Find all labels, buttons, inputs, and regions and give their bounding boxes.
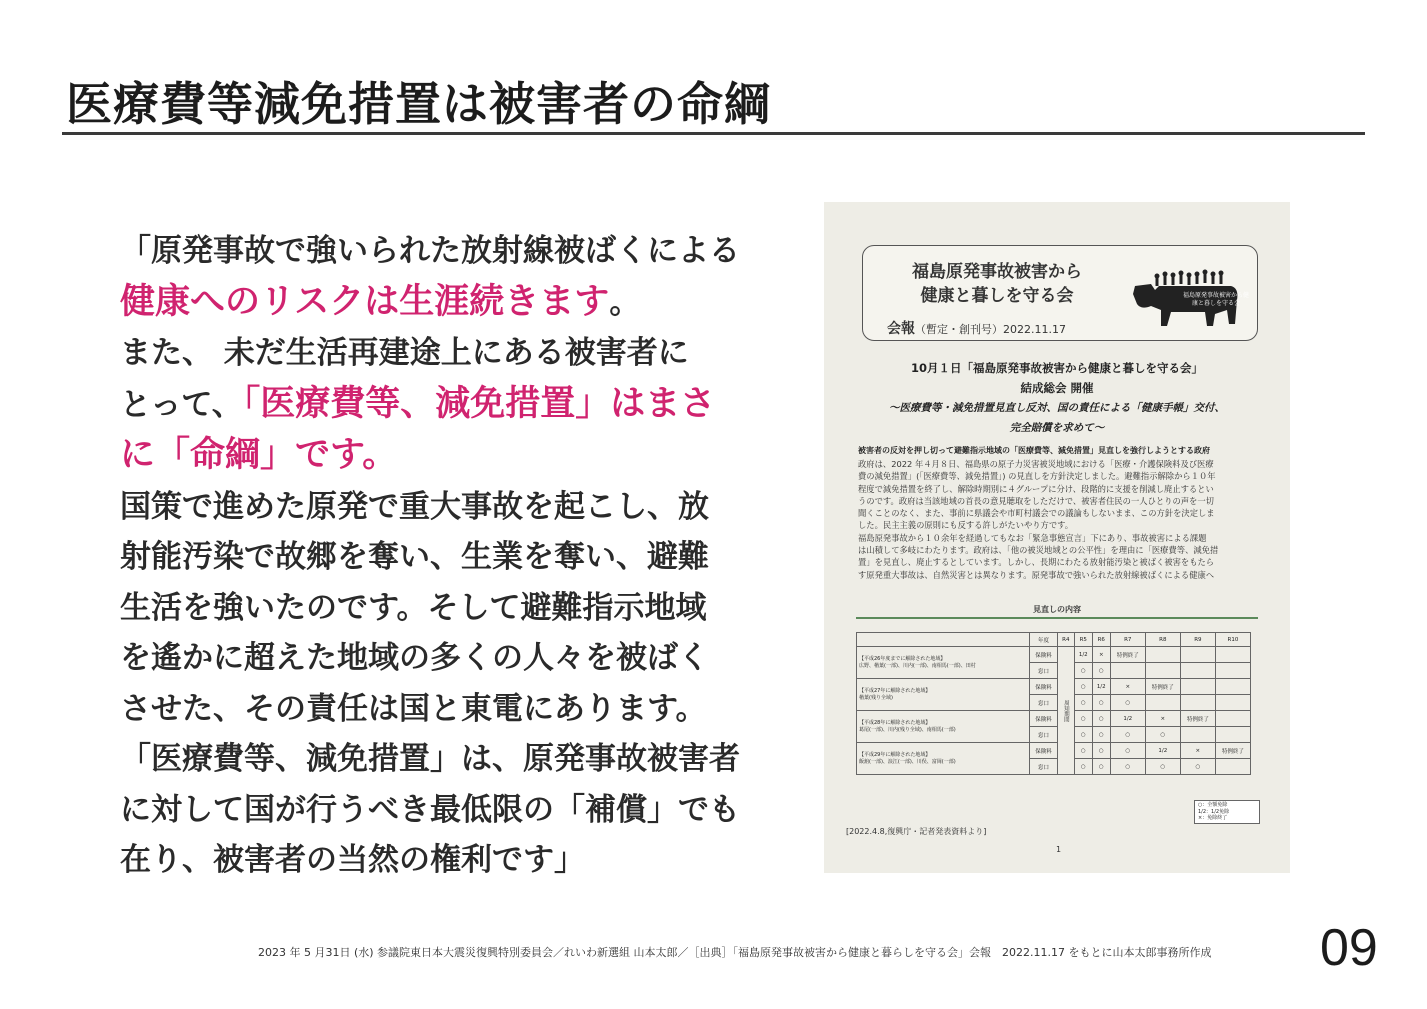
para-line: す原発重大事故は、自然災害とは異なります。原発事故で強いられた放射線被ばくによる健康へ	[858, 569, 1215, 580]
table-cell: 特例終了	[1180, 711, 1215, 727]
row-label-cell: 窓口	[1030, 727, 1058, 743]
cow-logo-label: 福島原発事故被害から健康と暮しを守る会	[1182, 292, 1249, 307]
newsletter-header-box	[862, 245, 1258, 341]
subhead-1: ～医療費等・減免措置見直し反対、国の責任による「健康手帳」交付、	[889, 402, 1225, 414]
table-cell: ×	[1110, 679, 1145, 695]
revision-table	[856, 632, 1251, 775]
row-label-cell: 保険料	[1030, 647, 1058, 663]
table-cell	[1215, 647, 1250, 663]
body-line-11: 「医療費等、減免措置」は、原発事故被害者	[120, 741, 740, 777]
table-row	[857, 647, 1251, 663]
body-line-5	[120, 430, 730, 482]
org-line-1: 福島原発事故被害から	[912, 262, 1082, 282]
table-cell	[1215, 727, 1250, 743]
table-area-cell	[857, 743, 1030, 775]
para-line: 費の減免措置」(「医療費等、減免措置」) の見直しを方針決定しました。避難指示解除から１０年	[858, 471, 1216, 482]
table-cell: ○	[1074, 695, 1092, 711]
table-cell: ○	[1092, 711, 1110, 727]
page-number: 09	[1320, 919, 1378, 977]
table-header-cell: R8	[1145, 633, 1180, 647]
area-title: 【平成26年度までに解除された地域】	[859, 655, 946, 662]
table-cell	[1180, 695, 1215, 711]
row-label-cell: 窓口	[1030, 663, 1058, 679]
body-line-4-start: とって、	[120, 386, 243, 423]
footer-citation: 2023 年 5 月31日 (水) 参議院東日本大震災復興特別委員会／れいわ新選組 山本太郎／［出典］「福島原発事故被害から健康と暮らしを守る会」会報 2022.11.17 をもとに山本太郎事務所作成	[258, 946, 1212, 959]
body-line-6: 国策で進めた原発で重大事故を起こし、放	[120, 488, 709, 525]
table-title: 見直しの内容	[1033, 605, 1081, 614]
table-row	[857, 679, 1251, 695]
para-line: 政府は、2022 年４月８日、福島県の原子力災害被災地域における「医療・介護保険料及び医療	[858, 459, 1214, 469]
para-line: した。民主主義の原則にも反する許しがたいやり方です。	[858, 520, 1074, 531]
table-cell	[1180, 663, 1215, 679]
table-cell	[1215, 695, 1250, 711]
table-header-cell: R9	[1180, 633, 1215, 647]
table-cell: ○	[1092, 695, 1110, 711]
table-header-cell: 年度	[1030, 633, 1058, 647]
area-title: 【平成27年に解除された地域】	[859, 687, 931, 694]
table-cell: 特例終了	[1145, 679, 1180, 695]
row-label-cell: 窓口	[1030, 759, 1058, 775]
table-cell: ○	[1074, 711, 1092, 727]
newsletter-lead: 被害者の反対を押し切って避難指示地域の「医療費等、減免措置」見直しを強行しようとする政府	[858, 446, 1210, 455]
table-header-cell: R10	[1215, 633, 1250, 647]
newsletter-paragraph	[858, 458, 1256, 581]
headline-1: 10月１日「福島原発事故被害から健康と暮しを守る会」	[910, 361, 1203, 375]
table-cell: ×	[1092, 647, 1110, 663]
slide-title: 医療費等減免措置は被害者の命綱	[66, 77, 771, 131]
table-cell: ○	[1092, 759, 1110, 775]
table-cell: 1/2	[1092, 679, 1110, 695]
table-cell: 特例終了	[1215, 743, 1250, 759]
table-legend	[1194, 800, 1260, 824]
body-text	[120, 226, 740, 886]
newsletter-org-name	[887, 260, 1107, 308]
para-line: うのです。政府は当該地域の首長の意見聴取をしただけで、被害者住民の一人ひとりの声を一切	[858, 495, 1214, 506]
table-cell: 1/2	[1145, 743, 1180, 759]
body-line-1: 「原発事故で強いられた放射線被ばくによる	[120, 233, 740, 269]
highlight-health-risk: 健康へのリスクは生涯続きます	[120, 281, 610, 322]
row-label-cell: 保険料	[1030, 679, 1058, 695]
para-line: は山積して多岐にわたります。政府は、「他の被災地域との公平性」を理由に「医療費等、減免措	[858, 545, 1219, 556]
table-cell: ○	[1145, 759, 1180, 775]
table-cell	[1215, 663, 1250, 679]
table-area-cell	[857, 647, 1030, 679]
issue-label: 会報	[887, 321, 915, 337]
subhead-2: 完全賠償を求めて～	[1009, 422, 1105, 434]
table-cell	[1215, 679, 1250, 695]
table-area-cell	[857, 679, 1030, 711]
area-detail: 飯舘(一部)、浪江(一部)、川俣、富岡(一部)	[859, 758, 956, 765]
newsletter-image	[824, 202, 1290, 873]
body-line-7: 射能汚染で故郷を奪い、生業を奪い、避難	[120, 539, 709, 575]
table-cell	[1145, 647, 1180, 663]
headline-2: 結成総会 開催	[1020, 381, 1094, 395]
table-row	[857, 743, 1251, 759]
para-line: 福島原発事故から１０余年を経過してもなお「緊急事態宣言」下にあり、事故被害による課題	[858, 532, 1207, 543]
body-line-2	[120, 277, 730, 329]
table-cell: ○	[1074, 727, 1092, 743]
newsletter-issue	[887, 318, 1066, 338]
table-cell: ○	[1074, 663, 1092, 679]
table-cell: 1/2	[1074, 647, 1092, 663]
para-line: 聞くことのなく、また、事前に県議会や市町村議会での議論もしないまま、この方針を決定しま	[858, 508, 1215, 519]
row-label-cell: 窓口	[1030, 695, 1058, 711]
area-title: 【平成28年に解除された地域】	[859, 719, 931, 726]
highlight-measures: 「医療費等、減免措置」はまさ	[242, 383, 716, 424]
body-line-13: 在り、被害者の当然の権利です」	[120, 842, 585, 878]
table-header-cell: R4	[1057, 633, 1074, 647]
table-header-cell: R5	[1074, 633, 1092, 647]
newsletter-headline	[824, 358, 1290, 438]
table-cell: ○	[1110, 727, 1145, 743]
table-cell: ○	[1092, 663, 1110, 679]
para-line: 程度で減免措置を終了し、解除時期別に４グループに分け、段階的に支援を削減し廃止するとい	[858, 483, 1214, 494]
org-line-2: 健康と暮しを守る会	[920, 286, 1074, 306]
table-cell: ○	[1110, 743, 1145, 759]
body-line-10: させた、その責任は国と東電にあります。	[120, 690, 707, 727]
table-cell	[1215, 759, 1250, 775]
body-line-2-end: 。	[609, 284, 641, 321]
table-cell: 1/2	[1110, 711, 1145, 727]
legend-item: ×：免除終了	[1198, 815, 1228, 821]
table-cell: ○	[1074, 743, 1092, 759]
area-title: 【平成29年に解除された地域】	[859, 751, 931, 758]
table-cell	[1145, 663, 1180, 679]
row-label-cell: 保険料	[1030, 711, 1058, 727]
table-cell: ○	[1145, 727, 1180, 743]
table-row	[857, 711, 1251, 727]
table-area-cell	[857, 711, 1030, 743]
table-cell: ○	[1110, 759, 1145, 775]
highlight-lifeline: に「命綱」です。	[120, 435, 398, 475]
area-detail: 楢葉(残り全域)	[859, 694, 893, 701]
newsletter-page-number: 1	[1056, 845, 1062, 854]
table-cell: ○	[1180, 759, 1215, 775]
table-cell	[1180, 679, 1215, 695]
body-line-12: に対して国が行うべき最低限の「補償」でも	[120, 791, 740, 828]
table-cell: ×	[1145, 711, 1180, 727]
issue-sub: （暫定・創刊号）2022.11.17	[915, 323, 1066, 336]
table-header-blank	[857, 633, 1030, 647]
table-cell	[1215, 711, 1250, 727]
legend-item: ○：全額免除	[1198, 802, 1228, 808]
row-label-cell: 保険料	[1030, 743, 1058, 759]
table-cell	[1145, 695, 1180, 711]
para-line: 置」を見直し、廃止するとしています。しかし、長期にわたる放射能汚染と被ばく被害をもたら	[858, 557, 1215, 568]
table-cell: 特例終了	[1110, 647, 1145, 663]
table-header-cell: R7	[1110, 633, 1145, 647]
table-title-rule	[856, 617, 1258, 619]
legend-item: 1/2：1/2免除	[1198, 808, 1230, 815]
table-cell: ○	[1110, 695, 1145, 711]
body-line-9: を遙かに超えた地域の多くの人々を被ばく	[120, 640, 709, 676]
table-cell	[1180, 647, 1215, 663]
newsletter-source: [2022.4.8,復興庁・記者発表資料より]	[846, 827, 987, 836]
area-detail: 広野、楢葉(一部)、川内(一部)、南相馬(一部)、田村	[859, 662, 976, 669]
table-cell: ○	[1092, 743, 1110, 759]
table-cell: ○	[1092, 727, 1110, 743]
table-cell: ○	[1074, 679, 1092, 695]
table-cell: ×	[1180, 743, 1215, 759]
body-line-4	[120, 379, 730, 431]
body-line-3: また、 未だ生活再建途上にある被害者に	[120, 335, 689, 371]
table-header-row	[857, 633, 1251, 647]
area-detail: 葛尾(一部)、川内(残り全域)、南相馬(一部)	[859, 726, 956, 733]
r4-notice-cell: 周知期間	[1057, 647, 1074, 775]
table-cell	[1110, 663, 1145, 679]
body-line-8: 生活を強いたのです。そして避難指示地域	[120, 589, 707, 626]
table-cell	[1180, 727, 1215, 743]
table-cell: ○	[1074, 759, 1092, 775]
table-header-cell: R6	[1092, 633, 1110, 647]
title-divider	[62, 132, 1365, 135]
